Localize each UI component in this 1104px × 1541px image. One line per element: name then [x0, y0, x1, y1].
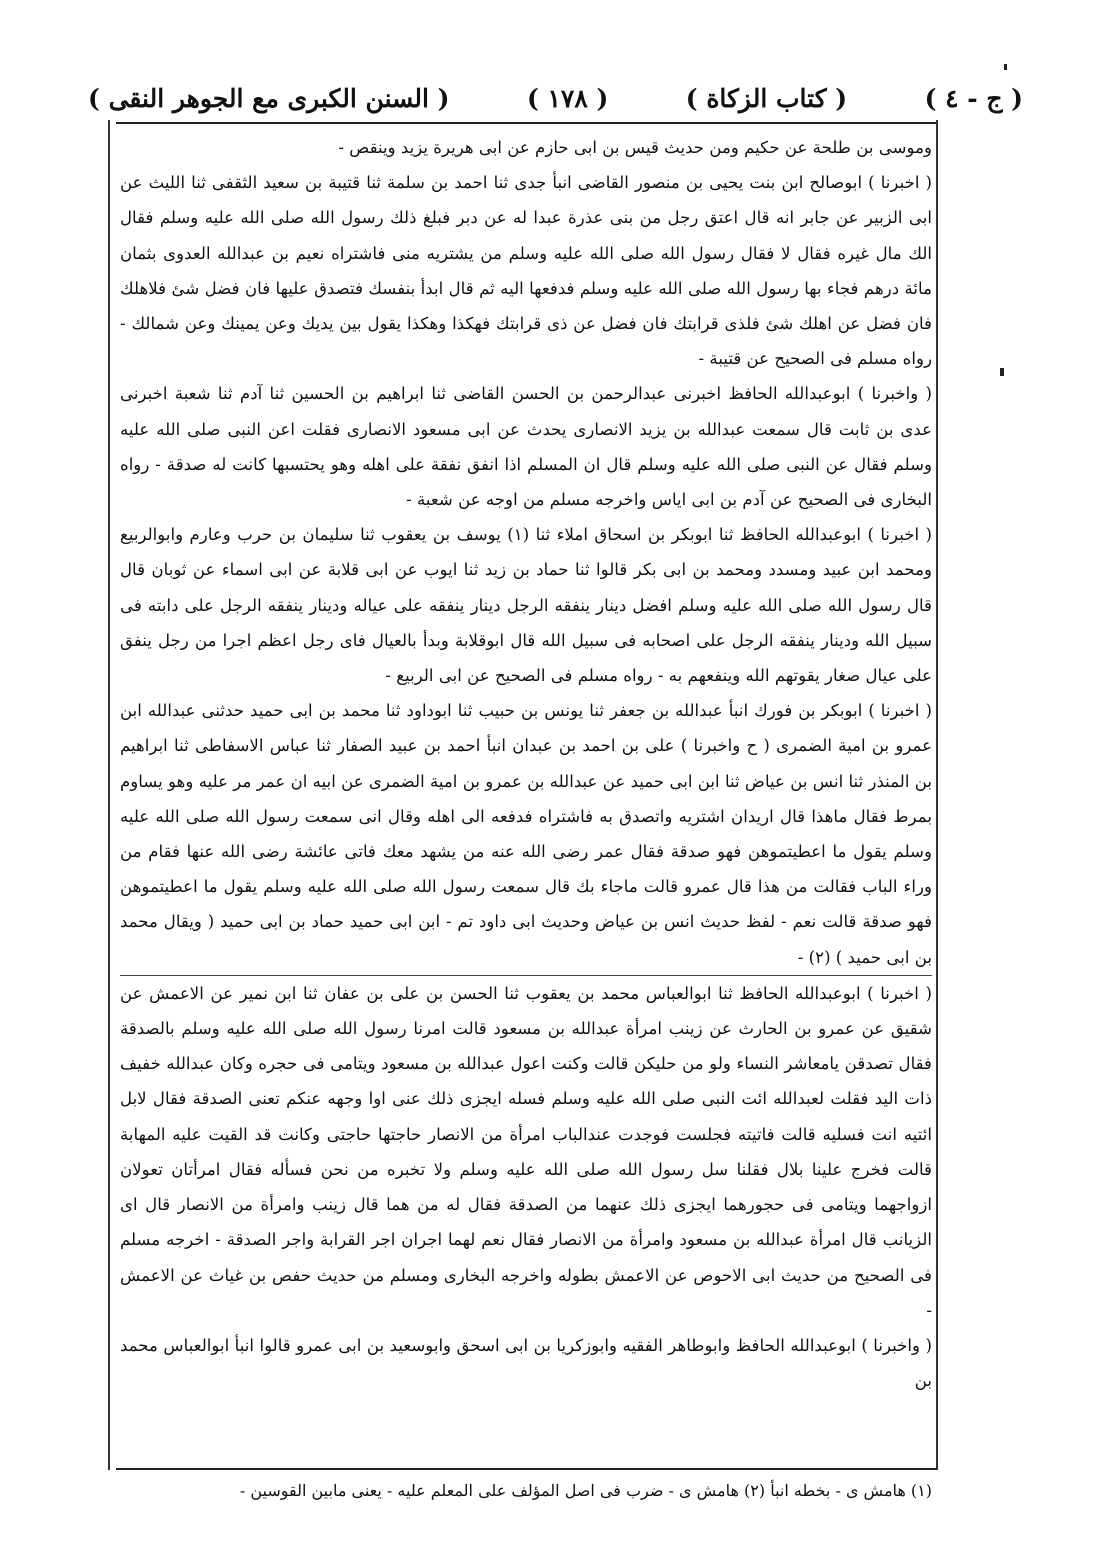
margin-mark	[1004, 64, 1007, 70]
header-page-number: ( ١٧٨ )	[526, 83, 609, 113]
running-header	[88, 78, 1023, 118]
paragraph: ( واخبرنا ) ابوعبدالله الحافظ وابوطاهر الفقيه وابوزكريا بن ابى اسحق وابوسعيد بن ابى عمرو قالوا انبأ ابوالعباس محمد بن	[120, 1335, 932, 1391]
paragraph: ( واخبرنا ) ابوعبدالله الحافظ اخبرنى عبدالرحمن بن الحسن القاضى ثنا ابراهيم بن الحسين ثنا آدم ثنا شعبة اخبرنى عدى بن ثابت قال سمعت عبدالله بن يزيد الانصارى يحدث عن ابى مسعود الانصارى فقلت اعن النبى صلى الله عليه وسلم فقال عن النبى صلى الله عليه وسلم قال ان المسلم اذا انفق نفقة على اهله وهو يحتسبها كانت له صدقة - رواه البخارى فى الصحيح عن آدم بن ابى اياس واخرجه مسلم من اوجه عن شعبة -	[120, 384, 932, 510]
paragraph: ( اخبرنا ) ابوعبدالله الحافظ ثنا ابوبكر بن اسحاق املاء ثنا (١) يوسف بن يعقوب ثنا سليمان بن حرب وعارم وابوالربيع ومحمد ابن عبيد ومسدد ومحمد بن ابى بكر قالوا ثنا حماد بن زيد ثنا ايوب عن ابى قلابة عن ابى اسماء عن ثوبان قال قال رسول الله صلى الله عليه وسلم افضل دينار ينفقه الرجل دينار ينفقه على عياله ودينار ينفقه الرجل على دابته فى سبيل الله ودينار ينفقه الرجل على اصحابه فى سبيل الله قال ابوقلابة وبدأ بالعيال فاى رجل اعظم اجرا من رجل ينفق على عيال صغار يقوتهم الله وينفعهم به - رواه مسلم فى الصحيح عن ابى الربيع -	[120, 525, 932, 686]
margin-mark	[1000, 368, 1004, 376]
main-text	[120, 130, 932, 1398]
paragraph: وموسى بن طلحة عن حكيم ومن حديث قيس بن ابى حازم عن ابى هريرة يزيد وينقص -	[338, 138, 932, 157]
header-book: ( كتاب الزكاة )	[685, 83, 848, 113]
paragraph: ( اخبرنا ) ابوعبدالله الحافظ ثنا ابوالعباس محمد بن يعقوب ثنا الحسن بن على بن عفان ثنا ابن نمير عن الاعمش عن شقيق عن عمرو بن الحارث عن زينب امرأة عبدالله بن مسعود قالت امرنا رسول الله صلى الله عليه وسلم بالصدقة فقال تصدقن يامعاشر النساء ولو من حليكن قالت وكنت اعول عبدالله بن مسعود ويتامى فى حجره وكان عبدالله خفيف ذات اليد فقلت لعبدالله ائت النبى صلى الله عليه وسلم فسله ايجزى ذلك عنى اوا وجهه عنكم تعنى الصدقة فقال لابل ائتيه انت فسليه قالت فاتيته فجلست فوجدت عندالباب امرأة من الانصار حاجتها حاجتى وكانت قد القيت عليه المهابة قالت فخرج علينا بلال فقلنا سل رسول الله صلى الله عليه وسلم ولا تخبره من نحن فسأله فقال امرأتان تعولان ازواجهما ويتامى فى حجورهما ايجزى ذلك عنهما من الصدقة فقال له من هما قال زينب وامرأة من الانصار قال اى الزيانب قال امرأة عبدالله بن مسعود وامرأة من الانصار فقال نعم لهما اجران اجر القرابة واجر الصدقة - اخرجه مسلم فى الصحيح من حديث ابى الاحوص عن الاعمش بطوله واخرجه البخارى ومسلم من حديث حفص بن غياث عن الاعمش -	[120, 975, 932, 1328]
footnotes: (١) هامش ى - بخطه انبأ (٢) هامش ى - ضرب فى اصل المؤلف على المعلم عليه - يعنى مابين القوسين -	[239, 1481, 932, 1500]
header-title: ( السنن الكبرى مع الجوهر النقى )	[88, 83, 450, 113]
paragraph: ( اخبرنا ) ابوصالح ابن بنت يحيى بن منصور القاضى انبأ جدى ثنا احمد بن سلمة ثنا قتيبة بن سعيد الثقفى ثنا الليث عن ابى الزبير عن جابر انه قال اعتق رجل من بنى عذرة عبدا له عن دبر فبلغ ذلك رسول الله صلى الله عليه وسلم فقال الك مال غيره فقال لا فقال رسول الله صلى الله عليه وسلم من يشتريه منى فاشتراه نعيم بن عبدالله العدوى بثمان مائة درهم فجاء بها رسول الله صلى الله عليه وسلم فدفعها اليه ثم قال ابدأ بنفسك فتصدق عليها فان فضل شئ فلاهلك فان فضل عن اهلك شئ فلذى قرابتك فان فضل عن ذى قرابتك فهكذا وهكذا يقول بين يديك وعن يمينك وعن شمالك - رواه مسلم فى الصحيح عن قتيبة -	[120, 173, 932, 369]
left-rule	[108, 120, 110, 1470]
right-rule	[936, 120, 938, 1470]
header-volume: ( ج - ٤ )	[924, 83, 1023, 113]
paragraph: ( اخبرنا ) ابوبكر بن فورك انبأ عبدالله بن جعفر ثنا يونس بن حبيب ثنا ابوداود ثنا محمد بن ابى حميد حدثنى عبدالله ابن عمرو بن امية الضمرى ( ح واخبرنا ) على بن احمد بن عبدان انبأ احمد بن عبيد الصفار ثنا عباس الاسفاطى ثنا ابراهيم بن المنذر ثنا انس بن عياض ثنا ابن ابى حميد عن عبدالله بن عمرو بن امية الضمرى عن ابيه ان عمر مر عليه وهو يساوم بمرط فقال ماهذا قال اريدان اشتريه واتصدق به فاشتراه فدفعه الى اهله وقال انى سمعت رسول الله صلى الله عليه وسلم يقول ما اعطيتموهن فهو صدقة فقال عمر رضى الله عنه من يشهد معك فاتى عائشة رضى الله عنها فقام من وراء الباب فقالت من هذا قال عمرو قالت ماجاء بك قال سمعت رسول الله صلى الله عليه وسلم يقول ما اعطيتموهن فهو صدقة قالت نعم - لفظ حديث انس بن عياض وحديث ابى داود تم - ابن ابى حميد حماد بن ابى حميد ( ويقال محمد بن ابى حميد ) (٢) -	[120, 701, 932, 967]
